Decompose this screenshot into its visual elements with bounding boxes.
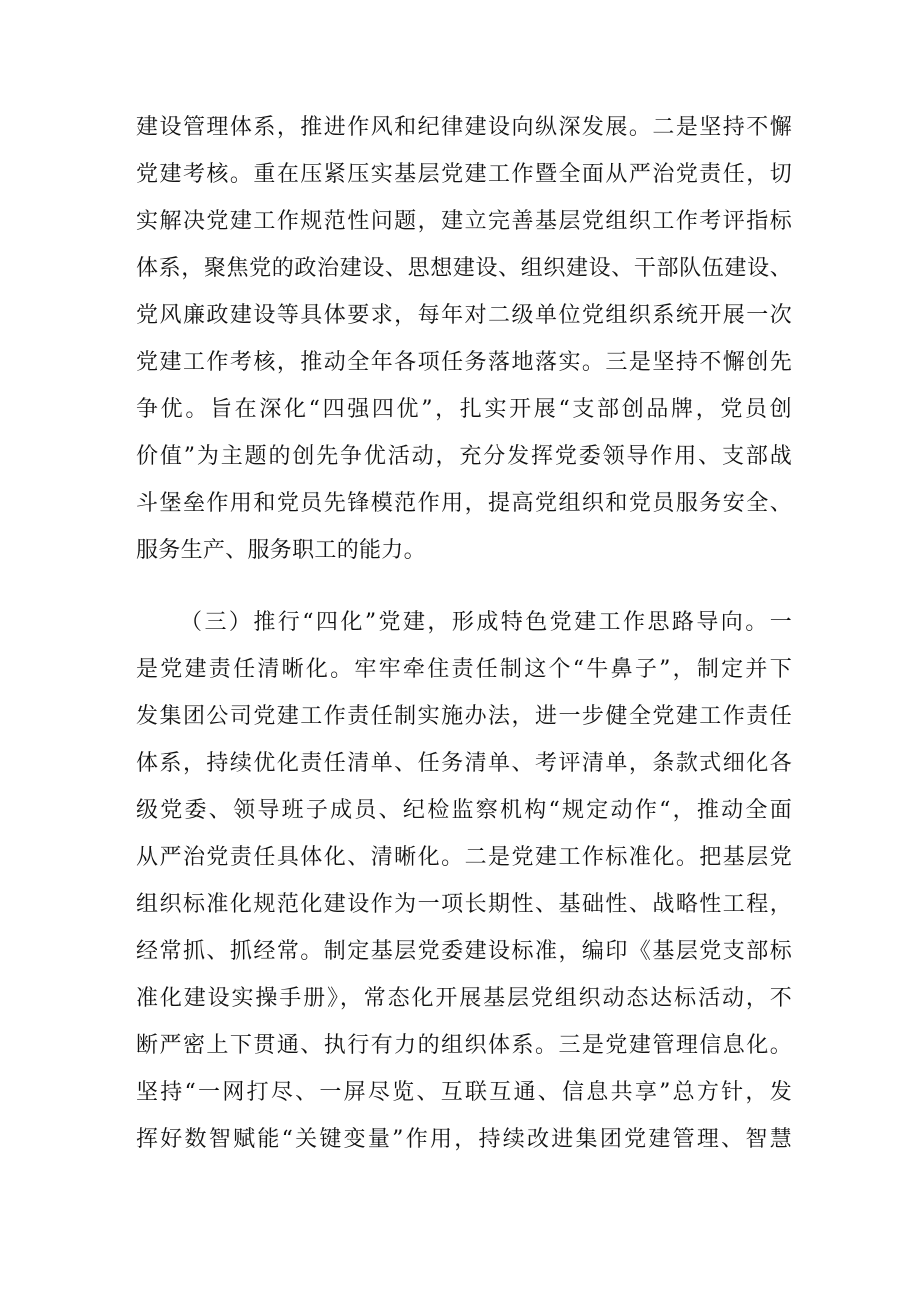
paragraph-line: 斗堡垒作用和党员先锋模范作用，提高党组织和党员服务安全、	[136, 491, 792, 516]
paragraph-line: 经常抓、抓经常。制定基层党委建设标准，编印《基层党支部标	[136, 939, 792, 964]
paragraph-line: 体系，聚焦党的政治建设、思想建设、组织建设、干部队伍建设、	[136, 256, 792, 281]
paragraph-line: 建设管理体系，推进作风和纪律建设向纵深发展。二是坚持不懈	[136, 115, 792, 140]
paragraph-line: 党建工作考核，推动全年各项任务落地落实。三是坚持不懈创先	[136, 350, 792, 375]
paragraph-line: 发集团公司党建工作责任制实施办法，进一步健全党建工作责任	[136, 704, 792, 729]
paragraph-line: 价值”为主题的创先争优活动，充分发挥党委领导作用、支部战	[136, 444, 792, 469]
paragraph-line: 争优。旨在深化“四强四优”，扎实开展“支部创品牌，党员创	[136, 397, 792, 422]
paragraph-line: 组织标准化规范化建设作为一项长期性、基础性、战略性工程，	[136, 892, 792, 917]
paragraph-2	[136, 599, 792, 1163]
paragraph-line: 体系，持续优化责任清单、任务清单、考评清单，条款式细化各	[136, 751, 792, 776]
paragraph-line: 党风廉政建设等具体要求，每年对二级单位党组织系统开展一次	[136, 303, 792, 328]
paragraph-line: 从严治党责任具体化、清晰化。二是党建工作标准化。把基层党	[136, 845, 792, 870]
paragraph-line: 坚持“一网打尽、一屏尽览、互联互通、信息共享”总方针，发	[136, 1080, 792, 1105]
paragraph-line: 服务生产、服务职工的能力。	[136, 538, 426, 563]
paragraph-line: 实解决党建工作规范性问题，建立完善基层党组织工作考评指标	[136, 209, 792, 234]
paragraph-line: 准化建设实操手册》，常态化开展基层党组织动态达标活动，不	[136, 986, 792, 1011]
paragraph-line: 挥好数智赋能“关键变量”作用，持续改进集团党建管理、智慧	[136, 1127, 792, 1152]
paragraph-line: 党建考核。重在压紧压实基层党建工作暨全面从严治党责任，切	[136, 162, 792, 187]
paragraph-heading-line: （三）推行“四化”党建，形成特色党建工作思路导向。一	[180, 610, 792, 635]
paragraph-line: 是党建责任清晰化。牢牢牵住责任制这个“牛鼻子”，制定并下	[136, 657, 792, 682]
paragraph-1	[136, 104, 792, 574]
paragraph-line: 级党委、领导班子成员、纪检监察机构“规定动作“，推动全面	[136, 798, 792, 823]
paragraph-line: 断严密上下贯通、执行有力的组织体系。三是党建管理信息化。	[136, 1033, 792, 1058]
